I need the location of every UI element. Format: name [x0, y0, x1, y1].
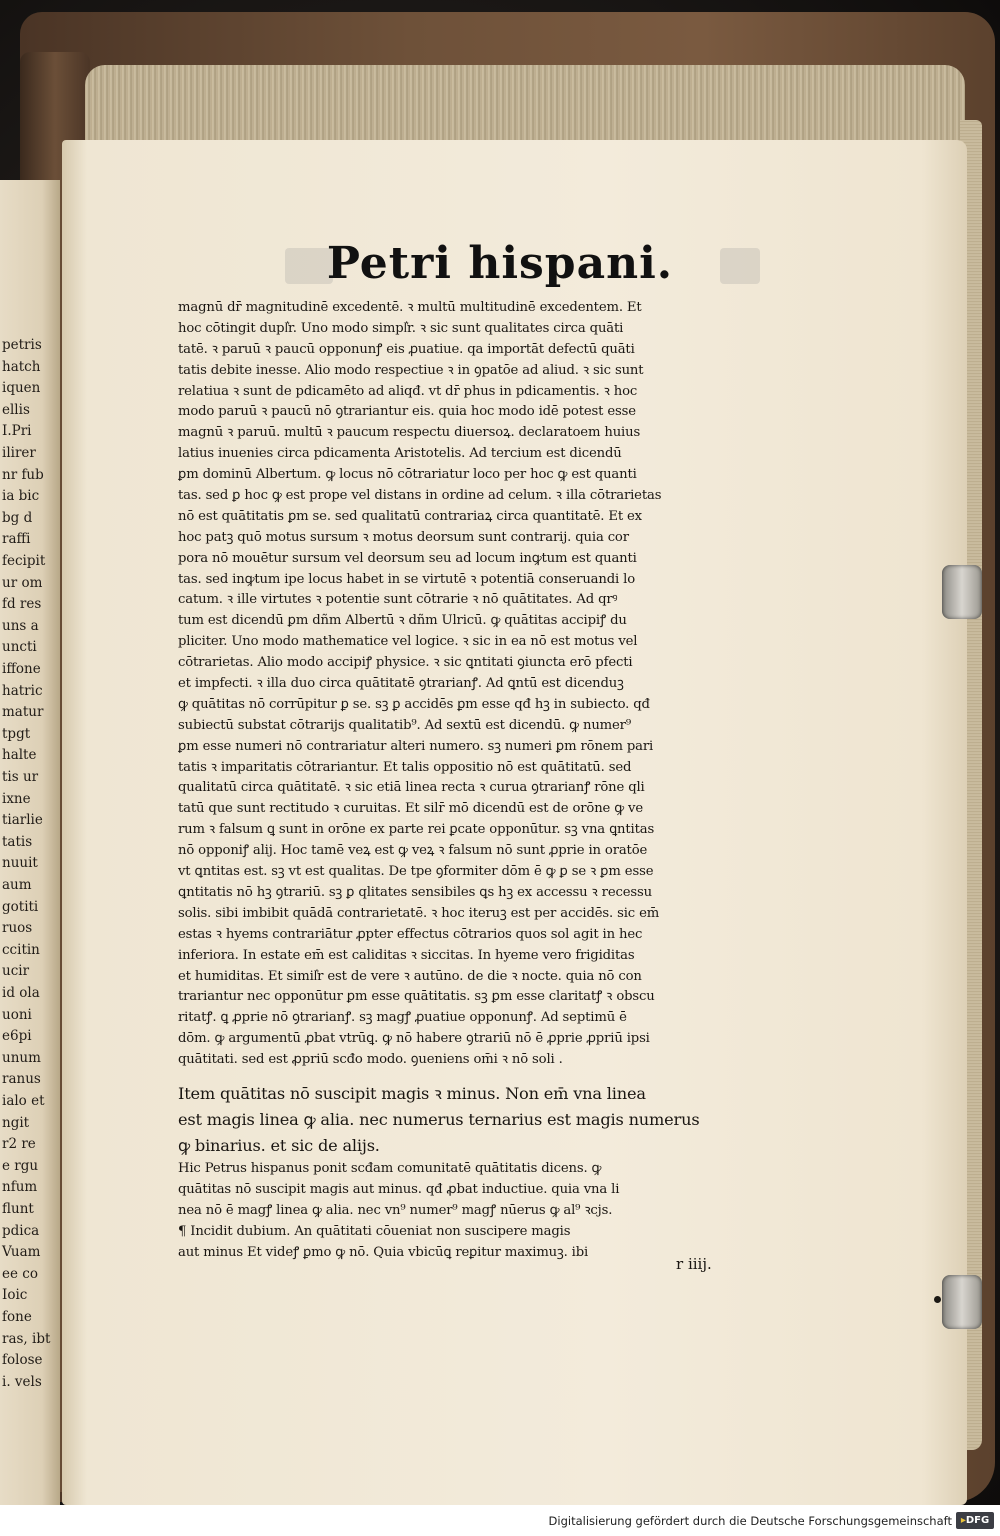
clasp-lower: [942, 1275, 982, 1329]
left-page-line-fragment: ngit: [2, 1114, 30, 1131]
commentary-line: et impfecti. ꝛ illa duo circa quātitatē ꝯtrarianꝭ. Ad ꝗntū est dicenduꝫ: [178, 676, 624, 692]
left-page-line-fragment: ur om: [2, 574, 43, 591]
commentary-line: tatū que sunt rectitudo ꝛ curuitas. Et silr̄ mō dicendū est de orōne ꝙ ve: [178, 801, 643, 817]
commentary-line: relatiua ꝛ sunt de pdicamēto ad aliqđ. vt dr̄ phus in pdicamentis. ꝛ hoc: [178, 383, 638, 399]
left-page-line-fragment: uns a: [2, 617, 39, 634]
left-page-line-fragment: hatch: [2, 358, 41, 375]
left-page-line-fragment: nuuit: [2, 855, 38, 872]
main-text-block: [178, 298, 768, 1263]
left-page-line-fragment: r2 re: [2, 1136, 36, 1153]
left-page-line-fragment: nr fub: [2, 466, 44, 483]
commentary-line: tas. sed ꝑ hoc ꝙ est prope vel distans in ordine ad celum. ꝛ illa cōtrarietas: [178, 488, 662, 504]
commentary-line: et humiditas. Et simil͛r est de vere ꝛ autūno. de die ꝛ nocte. quia nō con: [178, 968, 642, 984]
commentary-line: tatē. ꝛ paruū ꝛ paucū opponunꝭ eis ꝓuatiue. qa importāt defectū quāti: [178, 341, 635, 357]
left-page-line-fragment: pdica: [2, 1222, 40, 1239]
left-page-line-fragment: ruos: [2, 920, 33, 937]
signature-mark: r iiij.: [676, 1255, 712, 1273]
commentary-line: subiectū substat cōtrarijs qualitatib⁹. Ad sextū est dicendū. ꝙ numer⁹: [178, 717, 631, 733]
left-page-line-fragment: Vuam: [2, 1244, 41, 1261]
left-page-line-fragment: aum: [2, 877, 32, 893]
left-page-line-fragment: tiarlie: [2, 812, 43, 829]
left-page-line-fragment: hatric: [2, 682, 43, 699]
left-page-line-fragment: ras, ibt: [2, 1330, 51, 1347]
aristotle-text-section: [178, 1081, 768, 1159]
clasp-upper: [942, 565, 982, 619]
closing-line: Hic Petrus hispanus ponit scđam comunitatē quātitatis dicens. ꝙ: [178, 1160, 602, 1176]
commentary-line: modo paruū ꝛ paucū nō ꝯtrariantur eis. quia hoc modo idē potest esse: [178, 404, 636, 420]
commentary-line: ꝙ quātitas nō corrūpitur ꝑ se. sꝫ ꝑ accidēs ꝑm esse qđ hꝫ in subiecto. qđ: [178, 696, 650, 712]
left-page-line-fragment: Ioic: [2, 1287, 28, 1304]
commentary-line: magnū dr̄ magnitudinē excedentē. ꝛ multū multitudinē excedentem. Et: [178, 300, 642, 315]
left-page-line-fragment: tis ur: [2, 769, 39, 785]
left-page-line-fragment: i. vels: [2, 1373, 42, 1390]
left-page-line-fragment: ialo et: [2, 1093, 45, 1109]
closing-line: quātitas nō suscipit magis aut minus. qđ ꝓbat inductiue. quia vna li: [178, 1181, 620, 1197]
left-page-line-fragment: petris: [2, 337, 42, 353]
left-page-line-fragment: ixne: [2, 790, 31, 807]
commentary-line: rum ꝛ falsum ꝗ sunt in orōne ex parte rei ꝑcate opponūtur. sꝫ vna ꝗntitas: [178, 822, 655, 838]
left-page-line-fragment: raffi: [2, 531, 31, 548]
left-page-line-fragment: e rgu: [2, 1157, 39, 1174]
commentary-line: tas. sed inꝙtum ipe locus habet in se virtutē ꝛ potentiā conseruandi lo: [178, 571, 635, 587]
commentary-section: [178, 298, 768, 1071]
left-page-line-fragment: halte: [2, 747, 37, 764]
text-line: Item quātitas nō suscipit magis ꝛ minus. Non em̄ vna linea: [178, 1083, 646, 1103]
commentary-line: qualitatū circa quātitatē. ꝛ sic etiā linea recta ꝛ curua ꝯtrarianꝭ rōne qli: [178, 780, 645, 796]
commentary-line: ꝑm dominū Albertum. ꝙ locus nō cōtrariatur loco per hoc ꝙ est quanti: [178, 467, 637, 483]
left-page-line-fragment: ccitin: [2, 941, 40, 958]
commentary-line: nō est quātitatis ꝑm se. sed qualitatū contrariaꝝ circa quantitatē. Et ex: [178, 508, 642, 524]
commentary-line: dōm. ꝙ argumentū ꝓbat vtrūꝗ. ꝙ nō habere ꝯtrariū nō ē ꝓprie ꝓpriū ipsi: [178, 1031, 650, 1047]
commentary-line: catum. ꝛ ille virtutes ꝛ potentie sunt cōtrarie ꝛ nō quātitates. Ad qrꝰ: [178, 592, 618, 608]
commentary-line: latius inuenies circa pdicamenta Aristotelis. Ad tercium est dicendū: [178, 446, 622, 462]
left-page-line-fragment: bg d: [2, 509, 33, 526]
left-page-line-fragment: tpgt: [2, 725, 31, 742]
page-dot: [934, 1296, 941, 1303]
left-page-line-fragment: ilirer: [2, 445, 36, 461]
left-page: [0, 180, 60, 1505]
left-page-line-fragment: iquen: [2, 380, 41, 397]
closing-line: aut minus Et videꝭ ꝑmo ꝙ nō. Quia vbicūꝗ reꝑitur maximuꝫ. ibi: [178, 1244, 589, 1260]
commentary-line: ritatꝭ. ꝗ ꝓprie nō ꝯtrarianꝭ. sꝫ magꝭ ꝓuatiue opponunꝭ. Ad septimū ē: [178, 1010, 627, 1026]
left-page-line-fragment: ee co: [2, 1265, 38, 1282]
dfg-logo: ▸DFG: [956, 1512, 994, 1529]
left-page-line-fragment: I.Pri: [2, 423, 32, 440]
digitization-footer: [0, 1505, 1000, 1536]
left-page-line-fragment: ia bic: [2, 488, 40, 505]
left-page-line-fragment: id ola: [2, 985, 40, 1001]
commentary-line: ꝑm esse numeri nō contrariatur alteri numero. sꝫ numeri ꝑm rōnem pari: [178, 738, 654, 754]
commentary-line: ꝗntitatis nō hꝫ ꝯtrariū. sꝫ ꝑ qlitates sensibiles ꝗs hꝫ ex accessu ꝛ recessu: [178, 884, 652, 900]
commentary-line: tatis ꝛ imparitatis cōtrariantur. Et talis oppositio nō est quātitatū. sed: [178, 759, 632, 775]
left-page-line-fragment: ucir: [2, 963, 30, 980]
left-page-line-fragment: uncti: [2, 639, 37, 656]
commentary-line: hoc patꝫ quō motus sursum ꝛ motus deorsum sunt contrarij. quia cor: [178, 529, 629, 545]
commentary-line: estas ꝛ hyems contrariātur ꝓpter effectus cōtrarios quos sol agit in hec: [178, 926, 643, 942]
left-page-line-fragment: fone: [2, 1309, 32, 1325]
left-page-line-fragment: fecipit: [2, 553, 46, 569]
left-page-line-fragment: e6pi: [2, 1028, 32, 1045]
commentary-line: hoc cōtingit dupl͛r. Uno modo simpl͛r. ꝛ sic sunt qualitates circa quāti: [178, 320, 624, 336]
closing-line: ¶ Incidit dubium. An quātitati cōueniat non suscipere magis: [178, 1223, 571, 1239]
funding-credit: Digitalisierung gefördert durch die Deutsche Forschungsgemeinschaft: [548, 1514, 952, 1528]
commentary-line: pliciter. Uno modo mathematice vel logice. ꝛ sic in ea nō est motus vel: [178, 634, 638, 650]
commentary-line: inferiora. In estate em̄ est caliditas ꝛ siccitas. In hyeme vero frigiditas: [178, 947, 635, 963]
left-page-line-fragment: matur: [2, 704, 44, 721]
commentary-line: nō opponiꝭ alij. Hoc tamē veꝝ est ꝙ veꝝ ꝛ falsum nō sunt ꝓprie in oratōe: [178, 843, 648, 859]
left-page-line-fragment: ellis: [2, 401, 30, 418]
left-page-line-fragment: folose: [2, 1352, 43, 1369]
commentary-line: tum est dicendū ꝑm dñm Albertū ꝛ dñm Ulricū. ꝙ quātitas accipiꝭ du: [178, 613, 627, 629]
left-page-line-fragment: fd res: [2, 596, 42, 613]
running-head: Petri hispani.: [326, 238, 674, 289]
left-page-line-fragment: nfum: [2, 1179, 38, 1196]
left-page-line-fragment: tatis: [2, 833, 33, 850]
left-page-line-fragment: iffone: [2, 661, 41, 677]
left-page-line-fragment: flunt: [2, 1201, 34, 1217]
left-page-line-fragment: unum: [2, 1049, 41, 1066]
commentary-line: magnū ꝛ paruū. multū ꝛ paucum respectu diuersoꝝ. declaratoem huius: [178, 425, 641, 441]
commentary-line: tatis debite inesse. Alio modo respectiue ꝛ in ꝯpatōe ad aliud. ꝛ sic sunt: [178, 362, 644, 378]
left-page-line-fragment: uoni: [2, 1006, 32, 1023]
commentary-line: vt ꝗntitas est. sꝫ vt est qualitas. De tpe ꝯformiter dōm ē ꝙ ꝑ se ꝛ ꝑm esse: [178, 864, 654, 880]
commentary-line: trariantur nec opponūtur ꝑm esse quātitatis. sꝫ ꝑm esse claritatꝭ ꝛ obscu: [178, 989, 655, 1005]
commentary-line: quātitati. sed est ꝓpriū scđo modo. ꝯueniens om̄i ꝛ nō soli .: [178, 1052, 563, 1068]
commentary-line: solis. sibi imbibit quādā contrarietatē. ꝛ hoc iteruꝫ est per accidēs. sic em̄: [178, 905, 660, 921]
closing-line: nea nō ē magꝭ linea ꝙ alia. nec vn⁹ numer⁹ magꝭ nūerus ꝙ al⁹ ꝛcjs.: [178, 1202, 613, 1218]
commentary-line: cōtrarietas. Alio modo accipiꝭ physice. ꝛ sic ꝗntitati ꝯiuncta erō pfecti: [178, 655, 633, 671]
left-page-line-fragment: ranus: [2, 1071, 41, 1088]
closing-commentary-section: [178, 1159, 768, 1263]
text-line: ꝙ binarius. et sic de alijs.: [178, 1135, 380, 1155]
left-page-line-fragment: gotiti: [2, 898, 39, 915]
commentary-line: pora nō mouētur sursum vel deorsum seu ad locum inꝙtum est quanti: [178, 550, 637, 566]
text-line: est magis linea ꝙ alia. nec numerus ternarius est magis numerus: [178, 1109, 700, 1129]
